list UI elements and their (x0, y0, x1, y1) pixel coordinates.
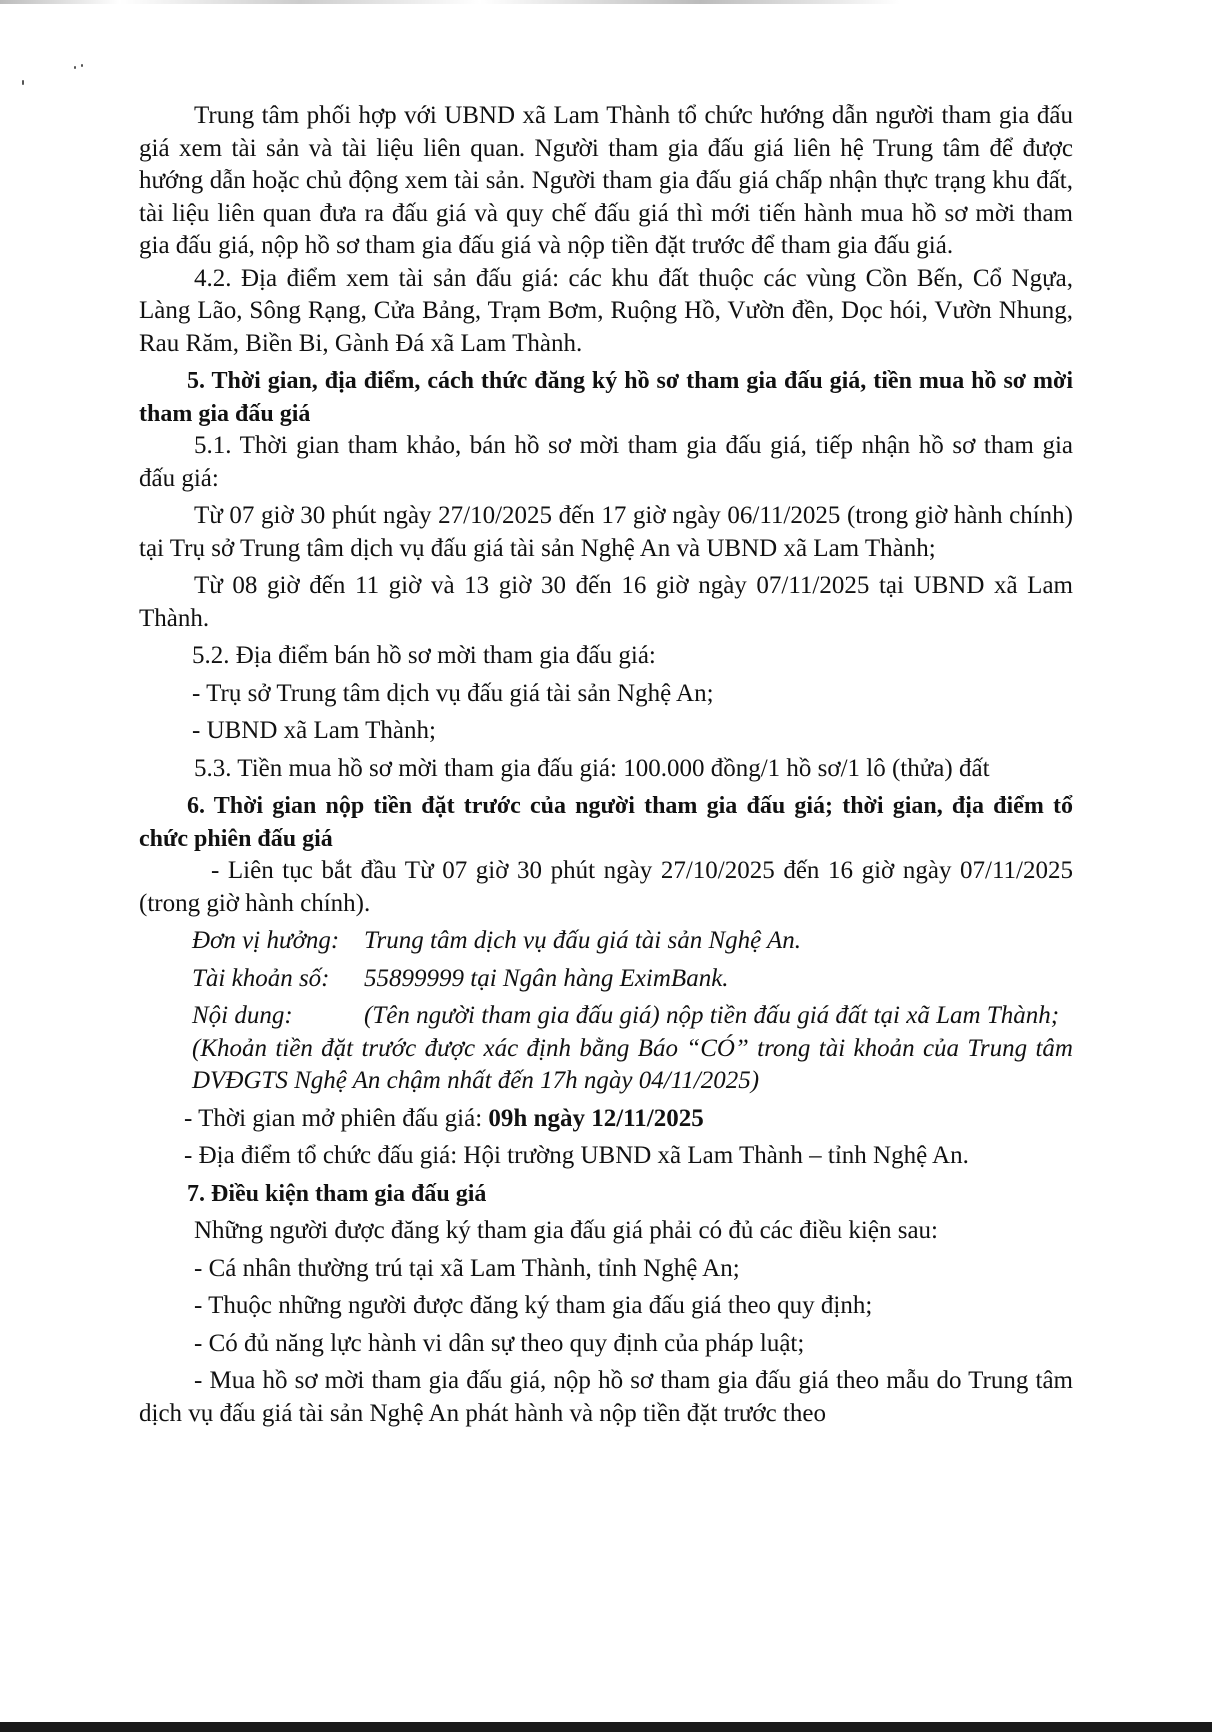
condition-item: - Thuộc những người được đăng ký tham gia đấu giá theo quy định; (194, 1292, 873, 1319)
deposit-period: - Liên tục bắt đầu Từ 07 giờ 30 phút ngày 27/10/2025 đến 16 giờ ngày 07/11/2025 (trong giờ hành chính). (139, 857, 1073, 917)
scan-bottom-edge (0, 1722, 1212, 1732)
content-label: Nội dung: (192, 1002, 293, 1029)
section6-heading: 6. Thời gian nộp tiền đặt trước của người tham gia đấu giá; thời gian, địa điểm tổ chức phiên đấu giá (139, 793, 1073, 852)
condition-item: - Có đủ năng lực hành vi dân sự theo quy định của pháp luật; (194, 1329, 805, 1357)
account-line (139, 963, 1073, 996)
account-label: Tài khoản số: (192, 964, 330, 992)
sale-location-1: - Trụ sở Trung tâm dịch vụ đấu giá tài sản Nghệ An; (192, 679, 714, 707)
condition-item: - Mua hồ sơ mời tham gia đấu giá, nộp hồ sơ tham gia đấu giá theo mẫu do Trung tâm dịch vụ đấu giá tài sản Nghệ An phát hành và nộp tiền đặt trước theo (139, 1367, 1073, 1427)
venue-line: - Địa điểm tổ chức đấu giá: Hội trường UBND xã Lam Thành – tỉnh Nghệ An. (184, 1142, 969, 1169)
item-5-2: 5.2. Địa điểm bán hồ sơ mời tham gia đấu giá: (192, 642, 656, 669)
deposit-note: (Khoản tiền đặt trước được xác định bằng Báo “CÓ” trong tài khoản của Trung tâm DVĐGTS Nghệ An chậm nhất đến 17h ngày 04/11/2025) (192, 1034, 1073, 1094)
beneficiary-value: Trung tâm dịch vụ đấu giá tài sản Nghệ An. (364, 927, 802, 954)
item-5-3: 5.3. Tiền mua hồ sơ mời tham gia đấu giá: 100.000 đồng/1 hồ sơ/1 lô (thửa) đất (194, 754, 990, 782)
condition-item: - Cá nhân thường trú tại xã Lam Thành, tỉnh Nghệ An; (194, 1254, 740, 1282)
item-5-1: 5.1. Thời gian tham khảo, bán hồ sơ mời tham gia đấu giá, tiếp nhận hồ sơ tham gia đấu giá: (139, 432, 1073, 492)
scan-top-edge (0, 0, 1212, 4)
time-window-1: Từ 07 giờ 30 phút ngày 27/10/2025 đến 17 giờ ngày 06/11/2025 (trong giờ hành chính) tại Trụ sở Trung tâm dịch vụ đấu giá tài sản Nghệ An và UBND xã Lam Thành; (139, 502, 1073, 562)
scan-speck (81, 64, 83, 67)
sale-location-2: - UBND xã Lam Thành; (192, 717, 436, 744)
session-time-line (139, 1103, 1073, 1136)
scan-speck (22, 80, 24, 85)
section4-intro-paragraph: Trung tâm phối hợp với UBND xã Lam Thành tổ chức hướng dẫn người tham gia đấu giá xem tài sản và tài liệu liên quan. Người tham gia đấu giá liên hệ Trung tâm để được hướng dẫn hoặc chủ động xem tài sản. Người tham gia đấu giá chấp nhận thực trạng khu đất, tài liệu liên quan đưa ra đấu giá và quy chế đấu giá thì mới tiến hành mua hồ sơ mời tham gia đấu giá, nộp hồ sơ tham gia đấu giá và nộp tiền đặt trước để tham gia đấu giá. (139, 102, 1073, 259)
scan-speck (74, 66, 76, 69)
conditions-intro: Những người được đăng ký tham gia đấu giá phải có đủ các điều kiện sau: (194, 1217, 938, 1244)
beneficiary-label: Đơn vị hưởng: (192, 927, 340, 954)
session-time-label: - Thời gian mở phiên đấu giá: (184, 1104, 489, 1132)
account-value: 55899999 tại Ngân hàng EximBank. (364, 964, 729, 992)
content-line (139, 1000, 1073, 1033)
content-value: (Tên người tham gia đấu giá) nộp tiền đấu giá đất tại xã Lam Thành; (364, 1002, 1060, 1029)
beneficiary-line (139, 925, 1073, 958)
time-window-2: Từ 08 giờ đến 11 giờ và 13 giờ 30 đến 16 giờ ngày 07/11/2025 tại UBND xã Lam Thành. (139, 572, 1073, 632)
session-time-value: 09h ngày 12/11/2025 (488, 1104, 704, 1132)
document-page (139, 100, 1073, 1430)
section7-heading: 7. Điều kiện tham gia đấu giá (187, 1180, 487, 1207)
item-4-2: 4.2. Địa điểm xem tài sản đấu giá: các khu đất thuộc các vùng Cồn Bến, Cổ Ngựa, Làng Lão, Sông Rạng, Cửa Bảng, Trạm Bơm, Ruộng Hồ, Vườn đền, Dọc hói, Vườn Nhung, Rau Răm, Biền Bi, Gành Đá xã Lam Thành. (139, 264, 1073, 357)
section5-heading: 5. Thời gian, địa điểm, cách thức đăng ký hồ sơ tham gia đấu giá, tiền mua hồ sơ mời tham gia đấu giá (139, 368, 1073, 427)
